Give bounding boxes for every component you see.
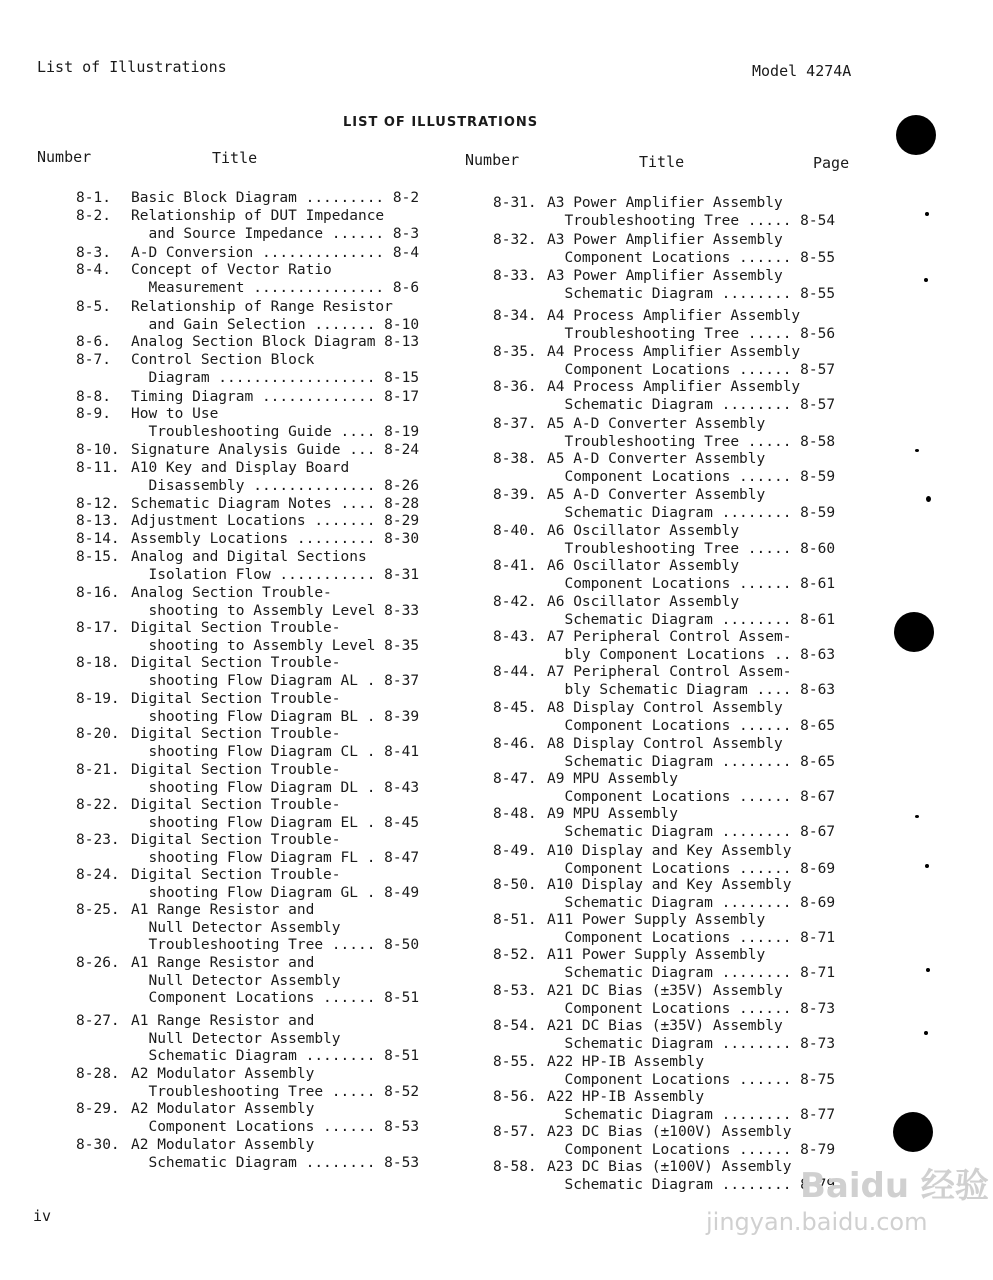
figure-title: A1 Range Resistor and: [131, 955, 315, 971]
figure-number: 8-38.: [493, 451, 537, 467]
figure-title: Digital Section Trouble-: [131, 620, 341, 636]
figure-number: 8-13.: [76, 513, 120, 529]
figure-title-continuation: Disassembly .............. 8-26: [131, 477, 420, 494]
figure-number: 8-11.: [76, 460, 120, 476]
figure-title-continuation: Null Detector Assembly: [131, 919, 341, 936]
figure-number: 8-53.: [493, 983, 537, 999]
figure-number: 8-33.: [493, 268, 537, 284]
figure-title-continuation: shooting Flow Diagram CL . 8-41: [131, 743, 420, 760]
illustration-entry: [76, 513, 419, 531]
illustration-entry: [76, 655, 419, 690]
figure-title: A21 DC Bias (±35V) Assembly: [547, 1018, 783, 1034]
figure-title-continuation: and Gain Selection ....... 8-10: [131, 316, 420, 333]
illustration-entry: [76, 1101, 419, 1136]
illustration-entry: [493, 308, 835, 343]
figure-title: A6 Oscillator Assembly: [547, 523, 740, 539]
figure-title: A10 Key and Display Board: [131, 460, 350, 476]
illustration-entry: [76, 531, 419, 549]
figure-title-continuation: Isolation Flow ........... 8-31: [131, 566, 420, 583]
figure-title: Analog and Digital Sections: [131, 549, 367, 565]
right-page-header: Page: [813, 154, 850, 172]
illustration-entry: [76, 1013, 419, 1066]
figure-number: 8-12.: [76, 496, 120, 512]
figure-title-continuation: Schematic Diagram ........ 8-69: [547, 894, 836, 911]
figure-number: 8-43.: [493, 629, 537, 645]
figure-title-continuation: shooting Flow Diagram EL . 8-45: [131, 814, 420, 831]
figure-title-continuation: Schematic Diagram ........ 8-71: [547, 964, 836, 981]
figure-number: 8-7.: [76, 352, 111, 368]
figure-title-continuation: Component Locations ...... 8-69: [547, 860, 836, 877]
figure-title-continuation: Troubleshooting Tree ..... 8-50: [131, 937, 420, 954]
margin-speck: [925, 212, 929, 216]
figure-number: 8-17.: [76, 620, 120, 636]
illustration-entry: [493, 523, 835, 558]
illustration-entry: [493, 195, 835, 230]
figure-title: A23 DC Bias (±100V) Assembly: [547, 1124, 792, 1140]
figure-title-continuation: Null Detector Assembly: [131, 972, 341, 989]
figure-title: Basic Block Diagram ......... 8-2: [131, 190, 420, 206]
figure-title-continuation: Schematic Diagram ........ 8-73: [547, 1035, 836, 1052]
figure-title-continuation: Schematic Diagram ........ 8-61: [547, 611, 836, 628]
illustration-entry: [493, 451, 835, 486]
figure-title-continuation: Schematic Diagram ........ 8-65: [547, 753, 836, 770]
illustration-entry: [76, 334, 419, 352]
illustration-entry: [76, 1066, 419, 1101]
illustration-entry: [493, 1089, 835, 1124]
illustration-entry: [76, 208, 419, 243]
figure-title-continuation: Schematic Diagram ........ 8-67: [547, 823, 836, 840]
page-title: LIST OF ILLUSTRATIONS: [343, 115, 539, 130]
illustration-entry: [76, 955, 419, 1008]
figure-title: A11 Power Supply Assembly: [547, 947, 766, 963]
figure-title: A10 Display and Key Assembly: [547, 877, 792, 893]
illustration-entry: [493, 736, 835, 771]
illustration-entry: [493, 664, 835, 699]
figure-number: 8-48.: [493, 806, 537, 822]
figure-title: A5 A-D Converter Assembly: [547, 416, 766, 432]
illustration-entry: [76, 691, 419, 726]
right-title-header: Title: [639, 153, 685, 171]
illustration-entry: [493, 1054, 835, 1089]
margin-speck: [924, 278, 928, 282]
figure-title: Digital Section Trouble-: [131, 762, 341, 778]
illustration-entry: [76, 585, 419, 620]
figure-title-continuation: Component Locations ...... 8-51: [131, 990, 420, 1007]
illustration-entry: [493, 771, 835, 806]
illustration-entry: [493, 594, 835, 629]
figure-title-continuation: Component Locations ...... 8-57: [547, 361, 836, 378]
margin-speck: [926, 968, 930, 972]
figure-number: 8-56.: [493, 1089, 537, 1105]
baidu-watermark-logo: Baidu 经验: [800, 1166, 989, 1206]
figure-title: A3 Power Amplifier Assembly: [547, 268, 783, 284]
figure-title-continuation: and Source Impedance ...... 8-3: [131, 225, 420, 242]
illustration-entry: [76, 726, 419, 761]
figure-number: 8-31.: [493, 195, 537, 211]
figure-title-continuation: Troubleshooting Guide .... 8-19: [131, 423, 420, 440]
figure-title-continuation: Troubleshooting Tree ..... 8-54: [547, 212, 836, 229]
illustration-entry: [493, 379, 835, 414]
figure-title: Digital Section Trouble-: [131, 655, 341, 671]
illustration-entry: [76, 352, 419, 387]
illustration-entry: [76, 797, 419, 832]
figure-title-continuation: shooting Flow Diagram DL . 8-43: [131, 779, 420, 796]
figure-number: 8-1.: [76, 190, 111, 206]
illustration-entry: [76, 496, 419, 514]
figure-number: 8-5.: [76, 299, 111, 315]
figure-title: A10 Display and Key Assembly: [547, 843, 792, 859]
figure-title: Digital Section Trouble-: [131, 726, 341, 742]
illustration-entry: [76, 299, 419, 334]
illustration-entry: [76, 762, 419, 797]
margin-speck: [926, 496, 931, 502]
figure-title-continuation: Troubleshooting Tree ..... 8-52: [131, 1083, 420, 1100]
figure-title-continuation: shooting Flow Diagram BL . 8-39: [131, 708, 420, 725]
figure-number: 8-20.: [76, 726, 120, 742]
figure-title: A4 Process Amplifier Assembly: [547, 379, 801, 395]
illustration-entry: [493, 700, 835, 735]
figure-title-continuation: Measurement ............... 8-6: [131, 279, 420, 296]
figure-number: 8-55.: [493, 1054, 537, 1070]
figure-number: 8-26.: [76, 955, 120, 971]
figure-number: 8-27.: [76, 1013, 120, 1029]
figure-number: 8-30.: [76, 1137, 120, 1153]
figure-title: Analog Section Trouble-: [131, 585, 332, 601]
figure-title-continuation: Component Locations ...... 8-53: [131, 1118, 420, 1135]
figure-number: 8-15.: [76, 549, 120, 565]
margin-speck: [915, 815, 919, 818]
illustration-entry: [76, 620, 419, 655]
figure-title: Digital Section Trouble-: [131, 832, 341, 848]
figure-title-continuation: Diagram .................. 8-15: [131, 369, 420, 386]
figure-number: 8-42.: [493, 594, 537, 610]
figure-number: 8-32.: [493, 232, 537, 248]
figure-title-continuation: shooting Flow Diagram AL . 8-37: [131, 672, 420, 689]
figure-title: A7 Peripheral Control Assem-: [547, 629, 792, 645]
figure-title: A22 HP-IB Assembly: [547, 1054, 705, 1070]
illustration-entry: [76, 549, 419, 584]
figure-title: Digital Section Trouble-: [131, 797, 341, 813]
figure-title: A4 Process Amplifier Assembly: [547, 308, 801, 324]
illustration-entry: [493, 629, 835, 664]
figure-title: Schematic Diagram Notes .... 8-28: [131, 496, 420, 512]
figure-number: 8-8.: [76, 389, 111, 405]
figure-title: Relationship of Range Resistor: [131, 299, 393, 315]
page-number: iv: [33, 1207, 52, 1225]
figure-title: A9 MPU Assembly: [547, 806, 678, 822]
margin-speck: [924, 1031, 928, 1035]
figure-title-continuation: Component Locations ...... 8-75: [547, 1071, 836, 1088]
left-title-header: Title: [212, 149, 258, 167]
figure-title: A1 Range Resistor and: [131, 1013, 315, 1029]
figure-title-continuation: shooting Flow Diagram GL . 8-49: [131, 884, 420, 901]
figure-title: A1 Range Resistor and: [131, 902, 315, 918]
figure-number: 8-34.: [493, 308, 537, 324]
figure-title: Digital Section Trouble-: [131, 867, 341, 883]
figure-number: 8-36.: [493, 379, 537, 395]
illustration-entry: [493, 232, 835, 267]
figure-number: 8-29.: [76, 1101, 120, 1117]
illustration-entry: [493, 877, 835, 912]
figure-number: 8-9.: [76, 406, 111, 422]
illustration-entry: [76, 1137, 419, 1172]
illustration-entry: [76, 262, 419, 297]
binder-hole-middle: [894, 612, 934, 652]
figure-title: A2 Modulator Assembly: [131, 1137, 315, 1153]
figure-title-continuation: Component Locations ...... 8-55: [547, 249, 836, 266]
figure-number: 8-46.: [493, 736, 537, 752]
figure-title-continuation: Schematic Diagram ........ 8-77: [547, 1106, 836, 1123]
figure-number: 8-35.: [493, 344, 537, 360]
illustration-entry: [493, 983, 835, 1018]
binder-hole-bottom: [893, 1112, 933, 1152]
figure-title: Relationship of DUT Impedance: [131, 208, 385, 224]
figure-title: A21 DC Bias (±35V) Assembly: [547, 983, 783, 999]
figure-title-continuation: bly Component Locations .. 8-63: [547, 646, 836, 663]
margin-speck: [925, 864, 929, 868]
figure-title: A3 Power Amplifier Assembly: [547, 195, 783, 211]
figure-title-continuation: Null Detector Assembly: [131, 1030, 341, 1047]
left-number-header: Number: [37, 148, 92, 166]
figure-number: 8-23.: [76, 832, 120, 848]
illustration-entry: [493, 344, 835, 379]
illustration-entry: [493, 1018, 835, 1053]
figure-number: 8-45.: [493, 700, 537, 716]
figure-number: 8-57.: [493, 1124, 537, 1140]
illustration-entry: [76, 867, 419, 902]
figure-title-continuation: shooting Flow Diagram FL . 8-47: [131, 849, 420, 866]
figure-title-continuation: Component Locations ...... 8-79: [547, 1141, 836, 1158]
figure-title: A5 A-D Converter Assembly: [547, 451, 766, 467]
figure-title-continuation: Component Locations ...... 8-73: [547, 1000, 836, 1017]
figure-number: 8-22.: [76, 797, 120, 813]
illustration-entry: [493, 487, 835, 522]
figure-title-continuation: Schematic Diagram ........ 8-53: [131, 1154, 420, 1171]
figure-number: 8-21.: [76, 762, 120, 778]
illustration-entry: [76, 190, 419, 208]
figure-number: 8-39.: [493, 487, 537, 503]
running-header-model: Model 4274A: [752, 62, 852, 80]
figure-number: 8-25.: [76, 902, 120, 918]
figure-title-continuation: Component Locations ...... 8-67: [547, 788, 836, 805]
figure-title-continuation: Component Locations ...... 8-65: [547, 717, 836, 734]
figure-title-continuation: shooting to Assembly Level 8-33: [131, 602, 420, 619]
figure-title: A6 Oscillator Assembly: [547, 594, 740, 610]
figure-number: 8-49.: [493, 843, 537, 859]
illustration-entry: [76, 832, 419, 867]
illustration-entry: [493, 947, 835, 982]
figure-number: 8-40.: [493, 523, 537, 539]
figure-title: Digital Section Trouble-: [131, 691, 341, 707]
figure-number: 8-41.: [493, 558, 537, 574]
illustration-entry: [493, 1159, 835, 1194]
figure-title: A11 Power Supply Assembly: [547, 912, 766, 928]
figure-number: 8-10.: [76, 442, 120, 458]
figure-title: A5 A-D Converter Assembly: [547, 487, 766, 503]
figure-title-continuation: Schematic Diagram ........ 8-55: [547, 285, 836, 302]
figure-title: A2 Modulator Assembly: [131, 1066, 315, 1082]
illustration-entry: [76, 406, 419, 441]
illustration-entry: [76, 442, 419, 460]
figure-number: 8-37.: [493, 416, 537, 432]
figure-number: 8-18.: [76, 655, 120, 671]
figure-number: 8-3.: [76, 245, 111, 261]
right-number-header: Number: [465, 151, 520, 169]
illustration-entry: [76, 245, 419, 263]
figure-number: 8-2.: [76, 208, 111, 224]
illustration-entry: [493, 806, 835, 841]
figure-title: Concept of Vector Ratio: [131, 262, 332, 278]
figure-title: Analog Section Block Diagram 8-13: [131, 334, 420, 350]
figure-title: Control Section Block: [131, 352, 315, 368]
figure-title-continuation: Schematic Diagram ........ 8-51: [131, 1048, 420, 1065]
figure-title: A9 MPU Assembly: [547, 771, 678, 787]
figure-number: 8-6.: [76, 334, 111, 350]
figure-title-continuation: Component Locations ...... 8-59: [547, 468, 836, 485]
figure-title: A7 Peripheral Control Assem-: [547, 664, 792, 680]
figure-title-continuation: Component Locations ...... 8-71: [547, 929, 836, 946]
figure-number: 8-19.: [76, 691, 120, 707]
figure-title-continuation: shooting to Assembly Level 8-35: [131, 637, 420, 654]
figure-title-continuation: Schematic Diagram ........ 8-59: [547, 504, 836, 521]
figure-title-continuation: Component Locations ...... 8-61: [547, 575, 836, 592]
figure-title-continuation: Troubleshooting Tree ..... 8-58: [547, 433, 836, 450]
baidu-watermark-url: jingyan.baidu.com: [706, 1208, 928, 1236]
margin-speck: [915, 449, 919, 452]
figure-title: Signature Analysis Guide ... 8-24: [131, 442, 420, 458]
figure-title: A3 Power Amplifier Assembly: [547, 232, 783, 248]
figure-number: 8-50.: [493, 877, 537, 893]
figure-title: A6 Oscillator Assembly: [547, 558, 740, 574]
figure-title: A22 HP-IB Assembly: [547, 1089, 705, 1105]
figure-title: A23 DC Bias (±100V) Assembly: [547, 1159, 792, 1175]
illustration-entry: [493, 843, 835, 878]
figure-number: 8-28.: [76, 1066, 120, 1082]
figure-number: 8-52.: [493, 947, 537, 963]
figure-number: 8-44.: [493, 664, 537, 680]
figure-number: 8-58.: [493, 1159, 537, 1175]
figure-title-continuation: Schematic Diagram ........ 8-57: [547, 396, 836, 413]
figure-title: Adjustment Locations ....... 8-29: [131, 513, 420, 529]
illustration-entry: [493, 1124, 835, 1159]
illustration-entry: [76, 902, 419, 955]
figure-title-continuation: bly Schematic Diagram .... 8-63: [547, 681, 836, 698]
figure-number: 8-54.: [493, 1018, 537, 1034]
figure-number: 8-4.: [76, 262, 111, 278]
binder-hole-top: [896, 115, 936, 155]
illustration-entry: [493, 558, 835, 593]
figure-title: A4 Process Amplifier Assembly: [547, 344, 801, 360]
running-header-left: List of Illustrations: [37, 58, 227, 76]
figure-title-continuation: Troubleshooting Tree ..... 8-56: [547, 325, 836, 342]
figure-number: 8-24.: [76, 867, 120, 883]
figure-number: 8-14.: [76, 531, 120, 547]
figure-title: A-D Conversion .............. 8-4: [131, 245, 420, 261]
figure-title: How to Use: [131, 406, 219, 422]
figure-number: 8-16.: [76, 585, 120, 601]
figure-title: A8 Display Control Assembly: [547, 700, 783, 716]
illustration-entry: [493, 912, 835, 947]
figure-title: A8 Display Control Assembly: [547, 736, 783, 752]
illustration-entry: [493, 416, 835, 451]
figure-title-continuation: Schematic Diagram ........ 8-79: [547, 1176, 836, 1193]
figure-number: 8-47.: [493, 771, 537, 787]
figure-title-continuation: Troubleshooting Tree ..... 8-60: [547, 540, 836, 557]
figure-number: 8-51.: [493, 912, 537, 928]
illustration-entry: [76, 460, 419, 495]
figure-title: A2 Modulator Assembly: [131, 1101, 315, 1117]
figure-title: Assembly Locations ......... 8-30: [131, 531, 420, 547]
figure-title: Timing Diagram ............. 8-17: [131, 389, 420, 405]
illustration-entry: [493, 268, 835, 303]
illustration-entry: [76, 389, 419, 407]
